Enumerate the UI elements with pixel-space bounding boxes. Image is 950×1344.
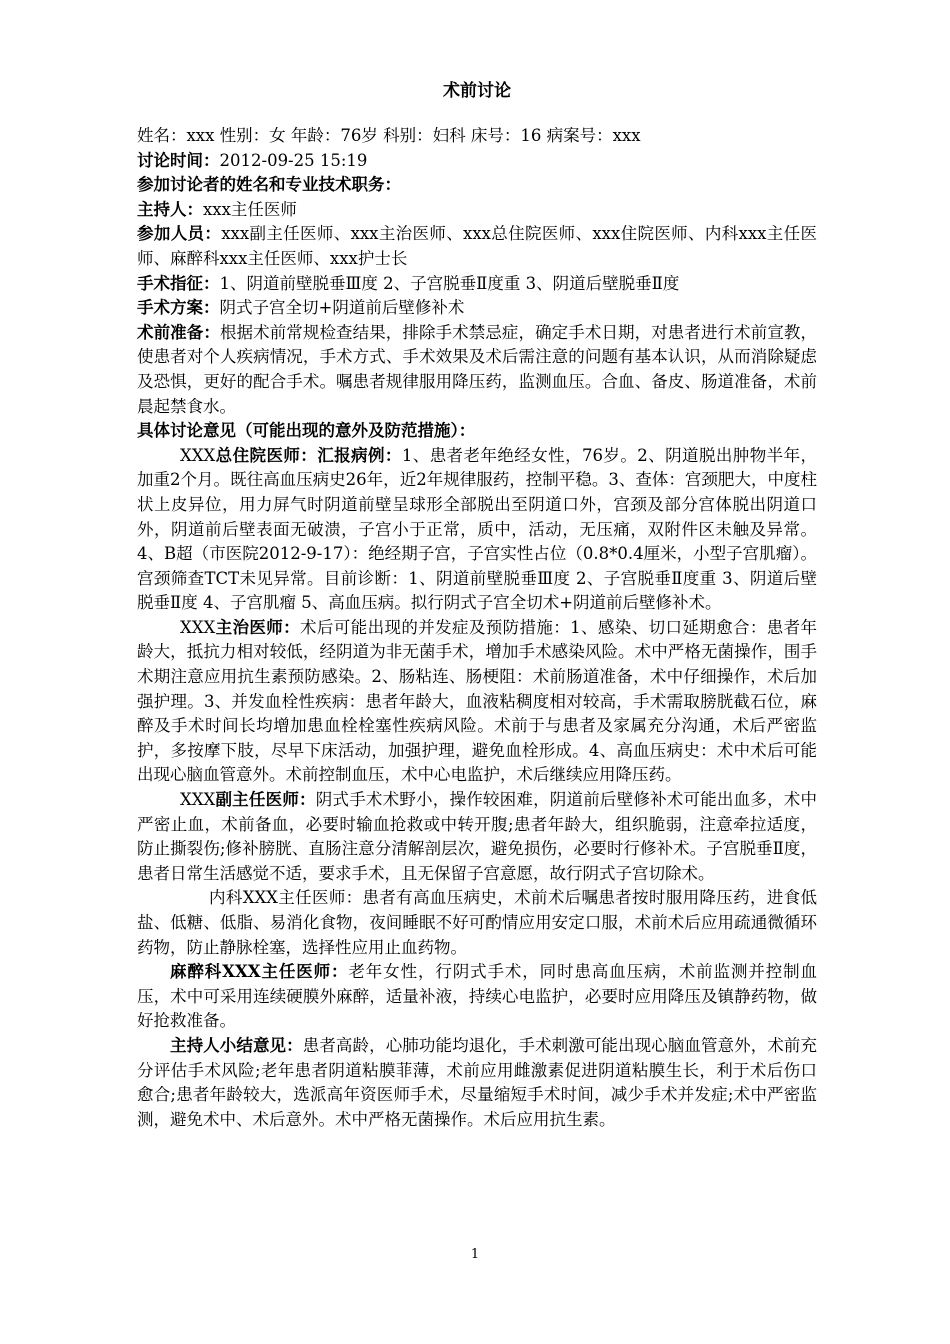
speaker-role: 麻醉科XXX主任医师： (170, 962, 349, 982)
speaker-name: XXX (180, 617, 216, 637)
opinion-text: 患者高龄，心肺功能均退化，手术刺激可能出现心脑血管意外，术前充分评估手术风险;老年患者阴道粘膜菲薄，术前应用雌激素促进阴道粘膜生长，利于术后伤口愈合;患者年龄较大，选派高年资医师手术，尽量缩短手术时间，减少手术并发症;术中严密监测，避免术中、术后意外。术中严格无菌操作。术后应用抗生素。 (137, 1035, 818, 1129)
speaker-role: 副主任医师： (215, 790, 316, 810)
speaker-name: 内科XXX主任医师： (209, 888, 363, 908)
opinion-host-summary (137, 1034, 817, 1132)
prep-value: 根据术前常规检查结果，排除手术禁忌症，确定手术日期，对患者进行术前宣教，使患者对个人疾病情况，手术方式、手术效果及术后需注意的问题有基本认识，从而消除疑虑及恐惧，更好的配合手术。嘱患者规律服用降压药，监测血压。合血、备皮、肠道准备，术前晨起禁食水。 (137, 322, 817, 416)
document-body (137, 124, 817, 1132)
opinion-internal-medicine (137, 886, 817, 960)
host (137, 198, 817, 223)
speaker-name: XXX (180, 790, 216, 810)
surgical-indication (137, 272, 817, 297)
opinion-text: 阴式手术术野小，操作较困难，阴道前后壁修补术可能出血多，术中严密止血，术前备血，必要时输血抢救或中转开腹;患者年龄大，组织脆弱，注意牵拉适度，防止撕裂伤;修补膀胱、直肠注意分清解剖层次，避免损伤，必要时行修补术。子宫脱垂Ⅱ度，患者日常生活感觉不适，要求手术，且无保留子宫意愿，故行阴式子宫切除术。 (137, 790, 818, 883)
attendees-value: xxx副主任医师、xxx主治医师、xxx总住院医师、xxx住院医师、内科xxx主任医师、麻醉科xxx主任医师、xxx护士长 (137, 224, 817, 268)
discussion-time (137, 149, 817, 174)
opinion-anesthesiology (137, 960, 817, 1034)
page-title: 术前讨论 (443, 81, 511, 101)
patient-info: 姓名：xxx 性别：女 年龄：76岁 科别：妇科 床号：16 病案号：xxx (137, 126, 641, 145)
participants-heading: 参加讨论者的姓名和专业技术职务： (137, 175, 401, 195)
speaker-role: 主治医师： (215, 617, 301, 637)
host-label: 主持人： (137, 199, 203, 219)
attendees (137, 222, 817, 271)
time-value: 2012-09-25 15:19 (219, 150, 368, 170)
speaker-name: XXX (180, 445, 216, 465)
opinion-attending (137, 616, 817, 788)
preop-preparation (137, 321, 817, 419)
host-value: xxx主任医师 (203, 199, 297, 219)
plan-value: 阴式子宫全切+阴道前后壁修补术 (219, 298, 465, 318)
opinion-chief-resident (137, 444, 817, 616)
surgical-plan (137, 296, 817, 321)
opinion-text: 患者有高血压病史，术前术后嘱患者按时服用降压药，进食低盐、低糖、低脂、易消化食物，夜间睡眠不好可酌情应用安定口服，术前术后应用疏通微循环药物，防止静脉栓塞，选择性应用止血药物。 (137, 888, 818, 957)
opinions-heading: 具体讨论意见（可能出现的意外及防范措施）： (137, 421, 476, 441)
speaker-role: 总住院医师：汇报病例： (215, 445, 402, 465)
attendees-label: 参加人员： (137, 224, 222, 244)
indication-value: 1、阴道前壁脱垂Ⅲ度 2、子宫脱垂Ⅱ度重 3、阴道后壁脱垂Ⅱ度 (219, 273, 680, 293)
prep-label: 术前准备： (137, 322, 220, 342)
time-label: 讨论时间： (137, 150, 220, 170)
speaker-role: 主持人小结意见： (170, 1035, 303, 1055)
opinion-associate-chief (137, 788, 817, 886)
page-number: 1 (470, 1247, 480, 1262)
opinion-text: 老年女性，行阴式手术，同时患高血压病，术前监测并控制血压，术中可采用连续硬膜外麻醉，适量补液，持续心电监护，必要时应用降压及镇静药物，做好抢救准备。 (137, 962, 818, 1031)
indication-label: 手术指征： (137, 273, 220, 293)
opinion-text: 1、患者老年绝经女性，76岁。2、阴道脱出肿物半年，加重2个月。既往高血压病史26年，近2年规律服药，控制平稳。3、查体：宫颈肥大，中度柱状上皮异位，用力屏气时阴道前壁呈球形全部脱出至阴道口外，宫颈及部分宫体脱出阴道口外，阴道前后壁表面无破溃，子宫小于正常，质中，活动，无压痛，双附件区未触及异常。4、B超（市医院2012-9-17）：绝经期子宫，子宫实性占位（0.8*0.4厘米，小型子宫肌瘤）。宫颈筛查TCT未见异常。目前诊断：1、阴道前壁脱垂Ⅲ度 2、子宫脱垂Ⅱ度重 3、阴道后壁脱垂Ⅱ度 4、子宫肌瘤 5、高血压病。拟行阴式子宫全切术+阴道前后壁修补术。 (137, 445, 818, 613)
plan-label: 手术方案： (137, 298, 220, 318)
opinion-text: 术后可能出现的并发症及预防措施：1、感染、切口延期愈合：患者年龄大，抵抗力相对较低，经阴道为非无菌手术，增加手术感染风险。术中严格无菌操作，围手术期注意应用抗生素预防感染。2、肠粘连、肠梗阻：术前肠道准备，术中仔细操作，术后加强护理。3、并发血栓性疾病：患者年龄大，血液粘稠度相对较高，手术需取膀胱截石位，麻醉及手术时间长均增加患血栓栓塞性疾病风险。术前于与患者及家属充分沟通，术后严密监护，多按摩下肢，尽早下床活动，加强护理，避免血栓形成。4、高血压病史：术中术后可能出现心脑血管意外。术前控制血压，术中心电监护，术后继续应用降压药。 (137, 617, 818, 785)
